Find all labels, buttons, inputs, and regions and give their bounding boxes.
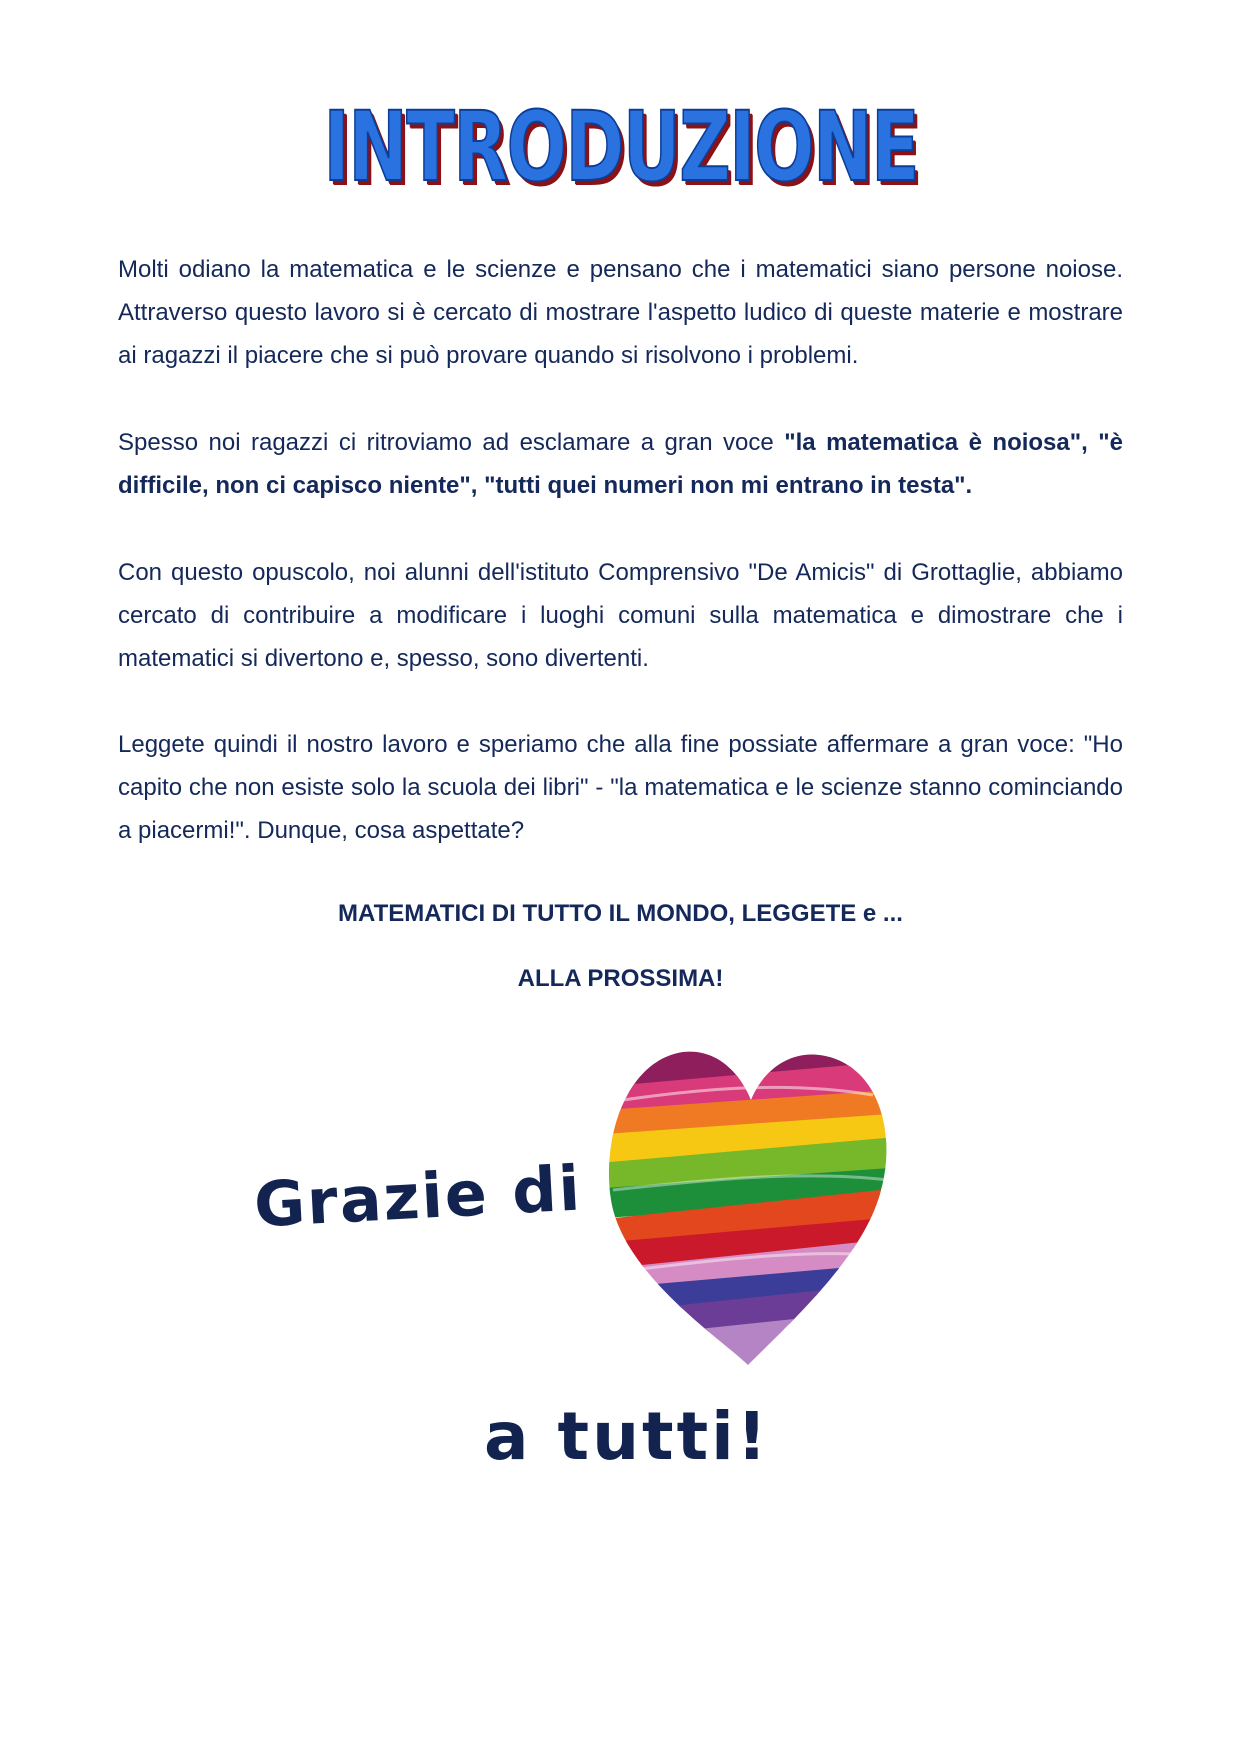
- paragraph-quotes-plain: Spesso noi ragazzi ci ritroviamo ad esclamare a gran voce: [118, 429, 785, 456]
- closing-line-2: ALLA PROSSIMA!: [517, 965, 724, 992]
- paragraph-quotes-bold: "la matematica è noiosa", "è difficile, non ci capisco niente", "tutti quei numeri non mi entrano in testa".: [118, 429, 1123, 499]
- rainbow-heart-icon: [603, 1040, 893, 1370]
- tutti-text: a tutti!: [484, 1398, 770, 1475]
- heart-stripes: [603, 1040, 893, 1370]
- paragraph-booklet: Con questo opuscolo, noi alunni dell'istituto Comprensivo "De Amicis" di Grottaglie, abbiamo cercato di contribuire a modificare i luoghi comuni sulla matematica e dimostrare che i matematici si divertono e, spesso, sono divertenti.: [118, 559, 1123, 672]
- page-title: INTRODUZIONE: [323, 91, 918, 203]
- title-container: [0, 92, 1241, 202]
- paragraph-quotes: [118, 421, 1123, 507]
- paragraph-invite: Leggete quindi il nostro lavoro e speriamo che alla fine possiate affermare a gran voce: "Ho capito che non esiste solo la scuola dei libri" - "la matematica e le scienze stanno cominciando a piacermi!". Dunque, cosa aspettate?: [118, 731, 1123, 844]
- paragraph-intro: Molti odiano la matematica e le scienze e pensano che i matematici siano persone noiose. Attraverso questo lavoro si è cercato di mostrare l'aspetto ludico di queste materie e mostrare ai ragazzi il piacere che si può provare quando si risolvono i problemi.: [118, 256, 1123, 369]
- closing-line-1: MATEMATICI DI TUTTO IL MONDO, LEGGETE e ...: [338, 900, 903, 927]
- grazie-text: Grazie di: [252, 1151, 584, 1242]
